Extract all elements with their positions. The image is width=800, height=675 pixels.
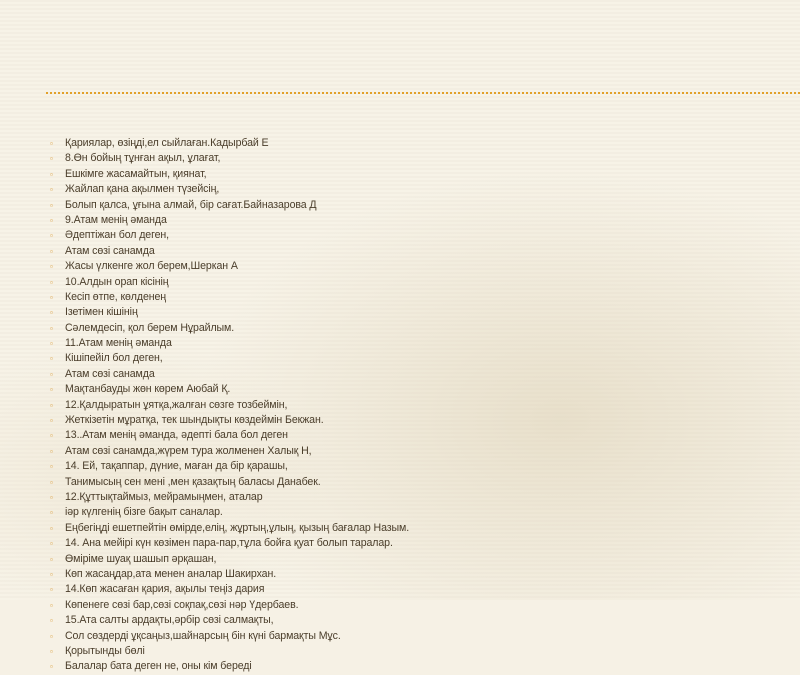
text-line-content: Көпенеге сөзі бар,сөзі соқпақ,сөзі нәр Үдербаев. [65, 598, 299, 611]
text-line [50, 413, 770, 428]
bullet-icon: ▫ [50, 616, 53, 626]
text-line [50, 198, 770, 213]
text-line-content: Сәлемдесіп, қол берем Нұрайлым. [65, 321, 235, 334]
bullet-icon: ▫ [50, 477, 53, 487]
text-line [50, 459, 770, 474]
text-line [50, 259, 770, 274]
bullet-icon: ▫ [50, 200, 53, 210]
text-line-content: 13..Атам менің әманда, әдепті бала бол деген [65, 429, 288, 442]
bullet-icon: ▫ [50, 631, 53, 641]
text-line-content: Кесіп өтпе, көлденең [65, 290, 167, 303]
text-line [50, 598, 770, 613]
text-line-content: Ізетімен кішінің [65, 306, 138, 319]
text-line [50, 428, 770, 443]
text-line-content: Мақтанбауды жөн көрем Аюбай Қ. [65, 383, 231, 396]
text-line-content: іәр күлгенің бізге бақыт саналар. [65, 506, 223, 519]
text-line [50, 644, 770, 659]
bullet-icon: ▫ [50, 554, 53, 564]
text-line-content: Еңбегіңді ешетпейтін өмірде,елің, жұртың,ұлың, қызың бағалар Назым. [65, 521, 410, 534]
bullet-icon: ▫ [50, 416, 53, 426]
bullet-icon: ▫ [50, 169, 53, 179]
text-line [50, 351, 770, 366]
bullet-icon: ▫ [50, 539, 53, 549]
text-line-content: 15.Ата салты ардақты,әрбір сөзі салмақты, [65, 614, 274, 627]
text-line [50, 290, 770, 305]
text-line [50, 444, 770, 459]
text-line [50, 398, 770, 413]
bullet-icon: ▫ [50, 369, 53, 379]
bullet-icon: ▫ [50, 446, 53, 456]
text-line-content: 12.Құттықтаймыз, мейрамыңмен, аталар [65, 490, 263, 503]
text-line-content: Атам сөзі санамда [65, 244, 155, 257]
text-line [50, 244, 770, 259]
bullet-icon: ▫ [50, 508, 53, 518]
text-line-content: 14. Ей, тақаппар, дүние, маған да бір қарашы, [65, 460, 288, 473]
text-line [50, 275, 770, 290]
text-line-content: Қорытынды бөлі [65, 644, 145, 657]
text-line [50, 182, 770, 197]
text-line-content: Танимысың сен мені ,мен қазақтың баласы Данабек. [65, 475, 321, 488]
bullet-icon: ▫ [50, 585, 53, 595]
text-line-content: Атам сөзі санамда [65, 367, 155, 380]
text-line-content: 14.Көп жасаған қария, ақылы теңіз дария [65, 583, 265, 596]
bullet-icon: ▫ [50, 215, 53, 225]
bullet-icon: ▫ [50, 569, 53, 579]
bullet-icon: ▫ [50, 139, 53, 148]
bullet-icon: ▫ [50, 262, 53, 272]
bullet-icon: ▫ [50, 339, 53, 349]
poem-text-list [50, 136, 770, 675]
text-line-content: Атам сөзі санамда,жүрем тура жолменен Халық Н, [65, 444, 312, 457]
text-line [50, 151, 770, 166]
text-line-content: Әдептіжан бол деген, [65, 229, 169, 242]
text-line [50, 321, 770, 336]
text-line-content: 10.Алдын орап кісінің [65, 275, 169, 288]
text-line [50, 213, 770, 228]
text-line-content: 11.Атам менің әманда [65, 337, 172, 350]
text-line [50, 305, 770, 320]
text-line [50, 475, 770, 490]
bullet-icon: ▫ [50, 400, 53, 410]
text-line [50, 167, 770, 182]
text-line [50, 536, 770, 551]
text-line-content: Жайлап қана ақылмен түзейсің, [65, 183, 220, 196]
text-line-content: 12.Қалдыратын ұятқа,жалған сөзге тозбеймін, [65, 398, 288, 411]
text-line [50, 228, 770, 243]
text-line-content: 8.Өн бойың тұнған ақыл, ұлағат, [65, 152, 221, 165]
bullet-icon: ▫ [50, 231, 53, 241]
text-line-content: Кішіпейіл бол деген, [65, 352, 163, 365]
text-line-content: 14. Ана мейірі күн көзімен пара-пар,тұла бойға қуат болып таралар. [65, 537, 393, 550]
bullet-icon: ▫ [50, 431, 53, 441]
bullet-icon: ▫ [50, 308, 53, 318]
bullet-icon: ▫ [50, 523, 53, 533]
bullet-icon: ▫ [50, 600, 53, 610]
text-line [50, 613, 770, 628]
bullet-icon: ▫ [50, 154, 53, 164]
text-line [50, 567, 770, 582]
text-line-content: Қариялар, өзіңді,ел сыйлаған.Кадырбай Е [65, 137, 269, 149]
title-divider-line [46, 92, 800, 94]
text-line-content: Сол сөздерді ұқсаңыз,шайнарсың бін күні бармақты Мұс. [65, 629, 341, 642]
text-line-content: Жеткізетін мұратқа, тек шындықты көздеймін Бекжан. [65, 414, 324, 427]
text-line [50, 582, 770, 597]
text-line [50, 367, 770, 382]
text-line [50, 659, 770, 674]
text-line-content: Жасы үлкенге жол берем,Шеркан А [65, 260, 238, 273]
text-line [50, 505, 770, 520]
text-line [50, 382, 770, 397]
bullet-icon: ▫ [50, 185, 53, 195]
text-line-content: Ешкімге жасамайтын, қиянат, [65, 167, 207, 180]
bullet-icon: ▫ [50, 277, 53, 287]
text-line-content: Болып қалса, ұғына алмай, бір сағат.Байназарова Д [65, 198, 317, 211]
text-line-content: 9.Атам менің әманда [65, 213, 167, 226]
text-line [50, 552, 770, 567]
text-line [50, 136, 770, 151]
text-line [50, 629, 770, 644]
bullet-icon: ▫ [50, 385, 53, 395]
bullet-icon: ▫ [50, 292, 53, 302]
text-line [50, 490, 770, 505]
bullet-icon: ▫ [50, 462, 53, 472]
text-line-content: Балалар бата деген не, оны кім береді [65, 660, 252, 673]
bullet-icon: ▫ [50, 246, 53, 256]
text-line-content: Көп жасаңдар,ата менен аналар Шакирхан. [65, 567, 277, 580]
bullet-icon: ▫ [50, 354, 53, 364]
text-line [50, 336, 770, 351]
text-line [50, 521, 770, 536]
text-line-content: Өміріме шуақ шашып әрқашан, [65, 552, 217, 565]
bullet-icon: ▫ [50, 646, 53, 656]
bullet-icon: ▫ [50, 323, 53, 333]
bullet-icon: ▫ [50, 492, 53, 502]
bullet-icon: ▫ [50, 662, 53, 672]
